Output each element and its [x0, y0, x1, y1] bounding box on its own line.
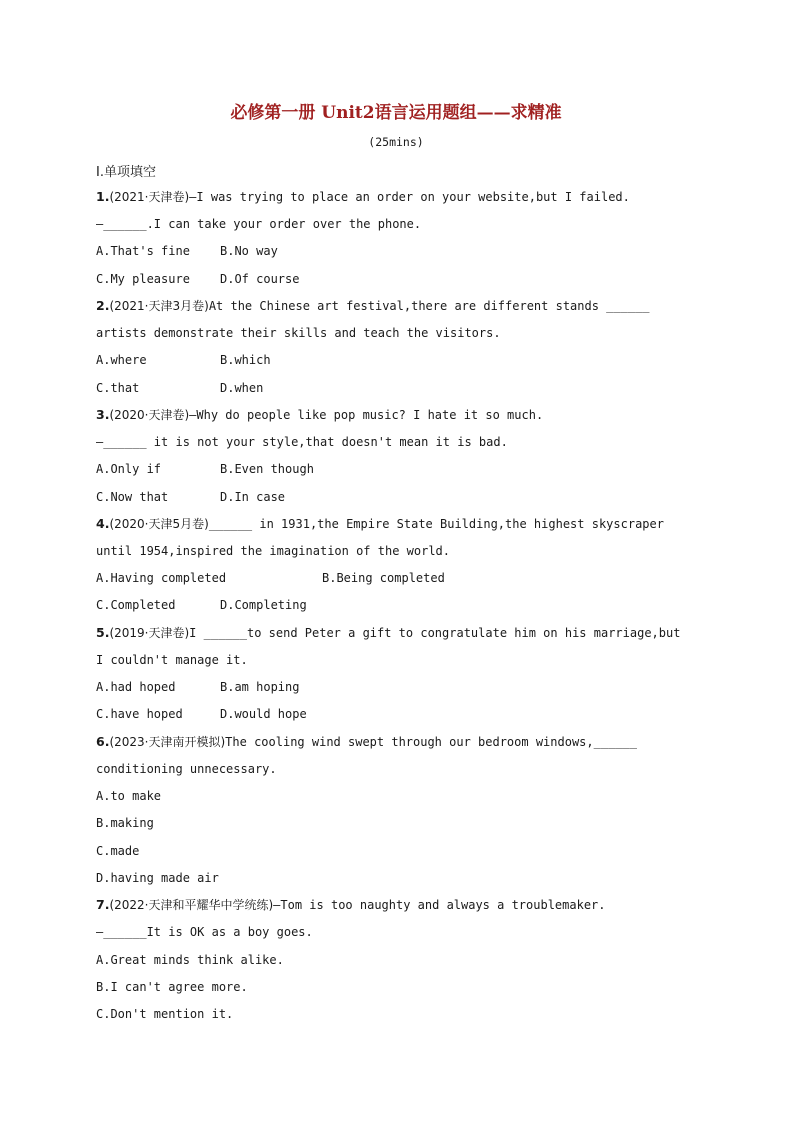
option-c: C.Now that: [96, 490, 169, 504]
question-source: (2021·天津卷): [109, 190, 190, 204]
question-4: [96, 516, 664, 532]
option-b: B.am hoping: [220, 680, 300, 694]
question-1: [96, 189, 630, 205]
question-text-cont: —______.I can take your order over the phone.: [96, 217, 422, 231]
question-text-cont: artists demonstrate their skills and teach the visitors.: [96, 326, 501, 340]
question-number: 2.: [96, 298, 110, 313]
question-3: [96, 407, 543, 423]
question-source: (2021·天津3月卷): [109, 299, 209, 313]
option-a: A.where: [96, 353, 147, 367]
question-2: [96, 298, 650, 314]
question-text-cont: I couldn't manage it.: [96, 653, 248, 667]
option-b: B.Being completed: [322, 571, 445, 585]
option-d: D.Of course: [220, 272, 300, 286]
option-b: B.No way: [220, 244, 278, 258]
option-b: B.I can't agree more.: [96, 980, 248, 994]
option-c: C.Completed: [96, 598, 176, 612]
question-source: (2019·天津卷): [109, 626, 190, 640]
option-d: D.having made air: [96, 871, 219, 885]
options-row: [96, 352, 271, 368]
option-d: D.when: [220, 381, 264, 395]
options-row: [96, 243, 278, 259]
question-text: —Tom is too naughty and always a troublemaker.: [273, 898, 606, 912]
options-row: [96, 489, 285, 505]
option-b: B.which: [220, 353, 271, 367]
option-c: C.made: [96, 844, 140, 858]
section-heading: Ⅰ.单项填空: [96, 165, 156, 180]
question-text: —Why do people like pop music? I hate it so much.: [189, 408, 544, 422]
question-number: 1.: [96, 189, 110, 204]
question-text: ______ in 1931,the Empire State Building,the highest skyscraper: [208, 517, 664, 531]
question-text: —I was trying to place an order on your website,but I failed.: [189, 190, 630, 204]
options-row: [96, 706, 307, 722]
option-c: C.that: [96, 381, 140, 395]
question-number: 6.: [96, 734, 110, 749]
option-b: B.Even though: [220, 462, 314, 476]
question-number: 5.: [96, 625, 110, 640]
option-c: C.Don't mention it.: [96, 1007, 234, 1021]
options-row: [96, 271, 299, 287]
question-source: (2023·天津南开模拟): [109, 735, 226, 749]
question-number: 3.: [96, 407, 110, 422]
option-d: D.would hope: [220, 707, 307, 721]
option-d: D.Completing: [220, 598, 307, 612]
option-b: B.making: [96, 816, 154, 830]
question-text-cont: —______ it is not your style,that doesn't mean it is bad.: [96, 435, 508, 449]
options-row: [96, 461, 314, 477]
option-a: A.had hoped: [96, 680, 176, 694]
question-number: 7.: [96, 897, 110, 912]
option-a: A.Having completed: [96, 571, 227, 585]
option-c: C.My pleasure: [96, 272, 190, 286]
option-c: C.have hoped: [96, 707, 183, 721]
options-row: [96, 570, 445, 586]
option-d: D.In case: [220, 490, 286, 504]
question-source: (2022·天津和平耀华中学统练): [109, 898, 274, 912]
question-6: [96, 734, 637, 750]
option-a: A.Great minds think alike.: [96, 953, 284, 967]
options-row: [96, 380, 263, 396]
option-a: A.That's fine: [96, 244, 190, 258]
question-text: At the Chinese art festival,there are different stands ______: [208, 299, 650, 313]
question-5: [96, 625, 680, 641]
question-text: The cooling wind swept through our bedroom windows,______: [225, 735, 637, 749]
options-row: [96, 679, 299, 695]
options-row: [96, 597, 307, 613]
question-7: [96, 897, 606, 913]
question-text-cont: until 1954,inspired the imagination of the world.: [96, 544, 451, 558]
question-source: (2020·天津卷): [109, 408, 190, 422]
question-number: 4.: [96, 516, 110, 531]
page-title: 必修第一册 Unit2语言运用题组——求精准: [230, 103, 562, 123]
question-text: I ______to send Peter a gift to congratulate him on his marriage,but: [189, 626, 681, 640]
question-text-cont: conditioning unnecessary.: [96, 762, 277, 776]
option-a: A.Only if: [96, 462, 162, 476]
option-a: A.to make: [96, 789, 162, 803]
question-text-cont: —______It is OK as a boy goes.: [96, 925, 313, 939]
time-limit: (25mins): [368, 135, 424, 149]
question-source: (2020·天津5月卷): [109, 517, 209, 531]
